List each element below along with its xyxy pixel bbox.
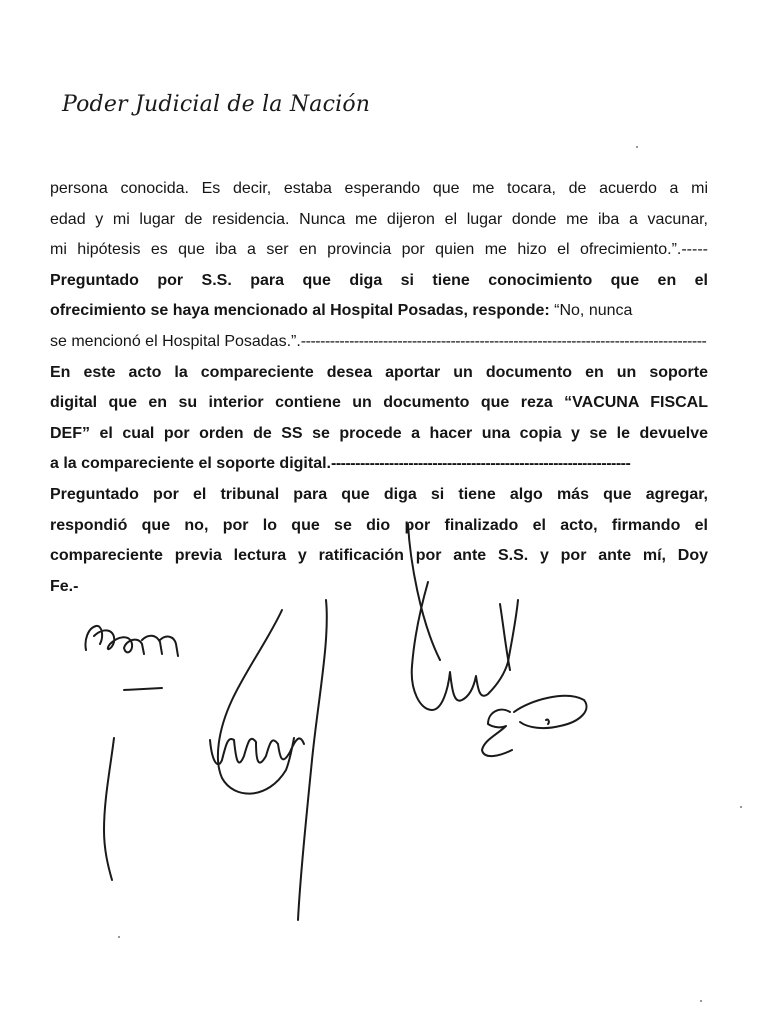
text-line: mi hipótesis es que iba a ser en provincia por quien me hizo el ofrecimiento.”.----- bbox=[50, 241, 708, 259]
text-segment: “No, nunca bbox=[549, 302, 633, 320]
text-line: edad y mi lugar de residencia. Nunca me dijeron el lugar donde me iba a vacunar, bbox=[50, 210, 708, 228]
signature-4-dot bbox=[546, 719, 549, 724]
text-line: digital que en su interior contiene un documento que reza “VACUNA FISCAL bbox=[50, 394, 708, 412]
text-line: Preguntado por el tribunal para que diga si tiene algo más que agregar, bbox=[50, 485, 708, 503]
text-line bbox=[50, 296, 708, 327]
text-line: DEF” el cual por orden de SS se procede a hacer una copia y se le devuelve bbox=[50, 424, 708, 442]
dash-filler: ------------------------------------------------------------------------------------ bbox=[300, 332, 707, 350]
text-line: respondió que no, por lo que se dio por finalizado el acto, firmando el bbox=[50, 516, 708, 534]
scan-speck bbox=[700, 1000, 702, 1002]
scan-speck bbox=[740, 806, 742, 808]
signature-1-tail bbox=[104, 738, 114, 880]
text-segment-bold: ofrecimiento se haya mencionado al Hospital Posadas, responde: bbox=[50, 302, 550, 320]
signature-1 bbox=[85, 626, 178, 656]
text-line: Fe.- bbox=[50, 577, 79, 595]
scan-speck bbox=[118, 936, 120, 938]
dash-filler: -------------------------------------------------------------- bbox=[330, 455, 631, 473]
text-segment: se mencionó el Hospital Posadas.”. bbox=[50, 332, 301, 350]
court-letterhead: Poder Judicial de la Nación bbox=[62, 92, 371, 117]
signature-4-loop bbox=[514, 696, 587, 728]
text-line: persona conocida. Es decir, estaba esperando que me tocara, de acuerdo a mi bbox=[50, 180, 708, 197]
text-line: Preguntado por S.S. para que diga si tiene conocimiento que en el bbox=[50, 271, 708, 289]
signature-2-stem bbox=[298, 600, 327, 920]
text-line bbox=[50, 449, 708, 480]
signature-2 bbox=[210, 610, 304, 794]
signature-1-underline bbox=[124, 688, 162, 690]
text-segment-bold: a la compareciente el soporte digital. bbox=[50, 455, 331, 473]
text-line: En este acto la compareciente desea aportar un documento en un soporte bbox=[50, 363, 708, 381]
scan-speck bbox=[636, 146, 638, 148]
testimony-body bbox=[50, 174, 708, 602]
text-line bbox=[50, 327, 708, 358]
signature-4 bbox=[482, 710, 512, 756]
signature-3-extra bbox=[500, 604, 510, 670]
text-line: compareciente previa lectura y ratificación por ante S.S. y por ante mí, Doy bbox=[50, 547, 708, 565]
